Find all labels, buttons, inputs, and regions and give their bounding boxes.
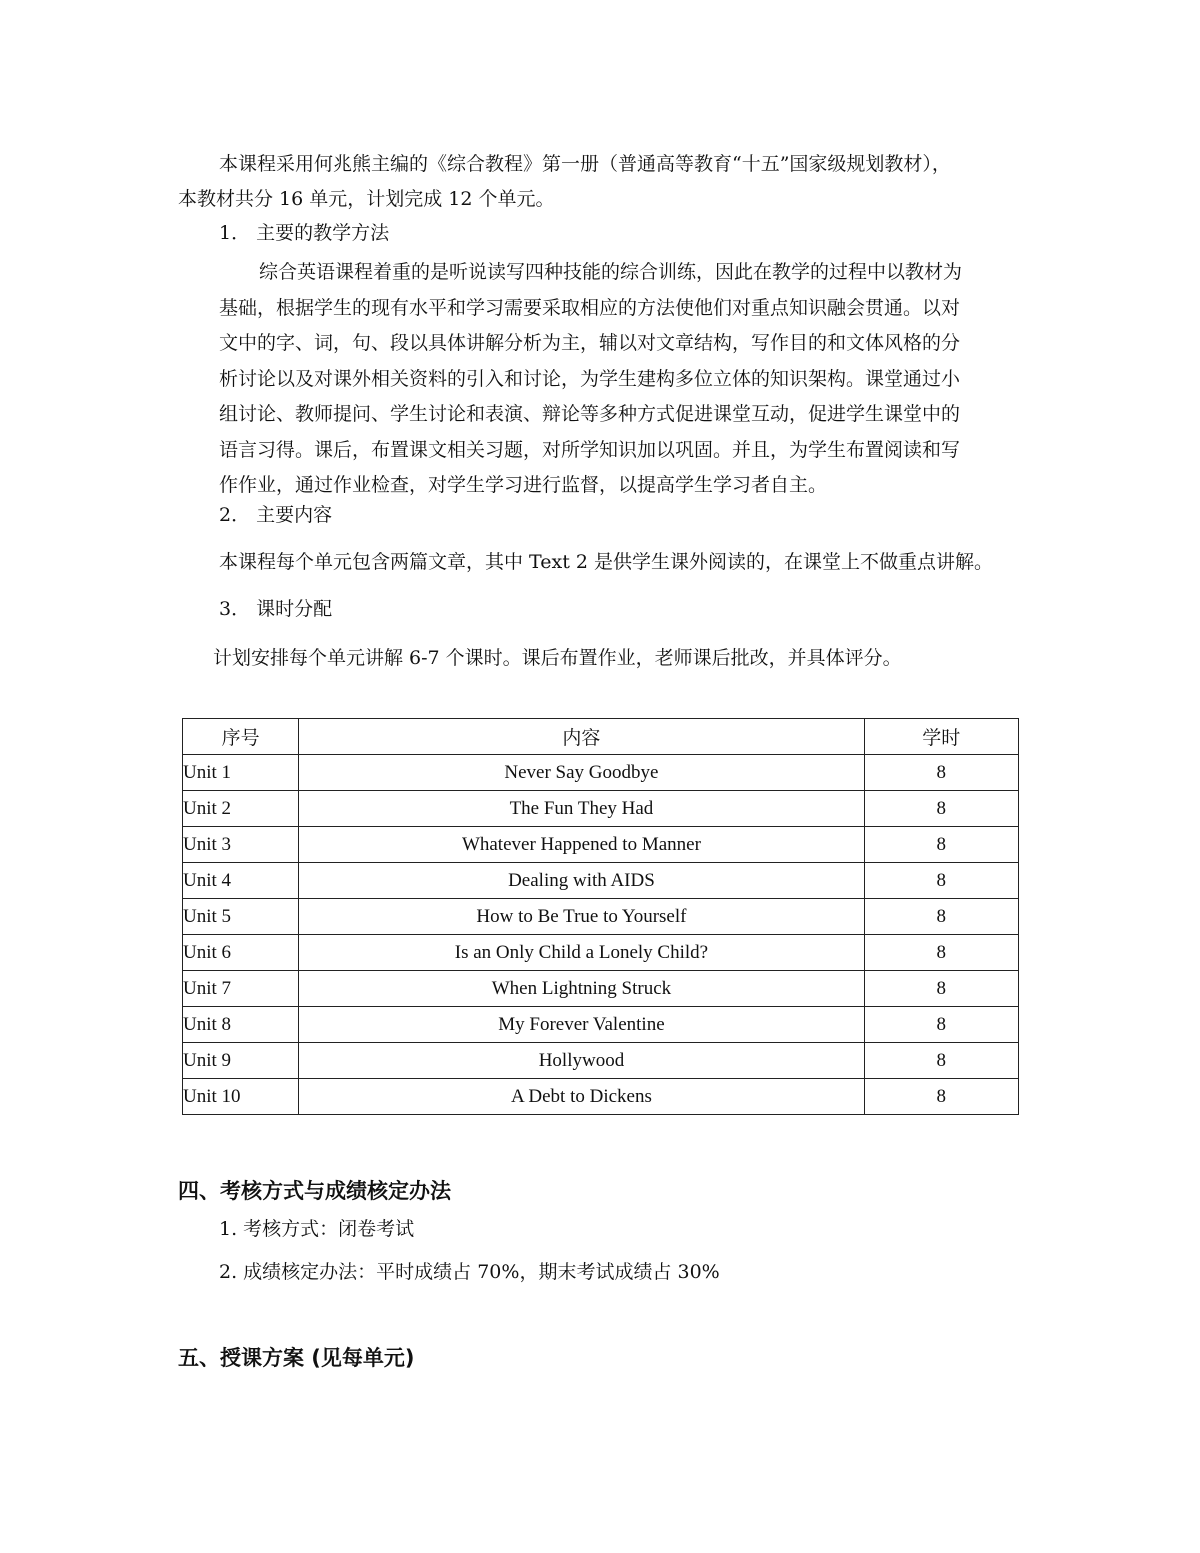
paragraph-line: 作作业，通过作业检查，对学生学习进行监督，以提高学生学习者自主。 xyxy=(219,474,828,496)
table-row xyxy=(183,899,1019,935)
unit-number: Unit 4 xyxy=(183,863,299,899)
unit-number: Unit 6 xyxy=(183,935,299,971)
unit-title: How to Be True to Yourself xyxy=(299,899,864,935)
unit-number: Unit 3 xyxy=(183,827,299,863)
unit-number: Unit 8 xyxy=(183,1007,299,1043)
teaching-methods-paragraph xyxy=(219,255,1027,504)
table-row xyxy=(183,971,1019,1007)
unit-title: Is an Only Child a Lonely Child? xyxy=(299,935,864,971)
unit-hours: 8 xyxy=(864,827,1018,863)
unit-hours: 8 xyxy=(864,935,1018,971)
table-row xyxy=(183,791,1019,827)
unit-number: Unit 1 xyxy=(183,755,299,791)
unit-title: Never Say Goodbye xyxy=(299,755,864,791)
unit-title: My Forever Valentine xyxy=(299,1007,864,1043)
unit-hours: 8 xyxy=(864,1043,1018,1079)
unit-hours: 8 xyxy=(864,1079,1018,1115)
paragraph-line: 组讨论、教师提问、学生讨论和表演、辩论等多种方式促进课堂互动，促进学生课堂中的 xyxy=(219,403,961,425)
hours-allocation-text: 计划安排每个单元讲解 6-7 个课时。课后布置作业，老师课后批改，并具体评分。 xyxy=(213,647,902,669)
unit-hours: 8 xyxy=(864,1007,1018,1043)
paragraph-line: 语言习得。课后，布置课文相关习题，对所学知识加以巩固。并且，为学生布置阅读和写 xyxy=(219,438,961,461)
table-row xyxy=(183,1007,1019,1043)
unit-hours: 8 xyxy=(864,899,1018,935)
unit-title: A Debt to Dickens xyxy=(299,1079,864,1115)
table-row xyxy=(183,755,1019,791)
unit-number: Unit 2 xyxy=(183,791,299,827)
teaching-methods-heading: 1． 主要的教学方法 xyxy=(219,222,390,244)
main-content-text: 本课程每个单元包含两篇文章，其中 Text 2 是供学生课外阅读的，在课堂上不做重点讲解。 xyxy=(219,551,994,573)
table-row xyxy=(183,863,1019,899)
main-content-heading: 2． 主要内容 xyxy=(219,504,333,526)
unit-title: Whatever Happened to Manner xyxy=(299,827,864,863)
assessment-item-2: 2. 成绩核定办法：平时成绩占 70%，期末考试成绩占 30% xyxy=(219,1261,720,1283)
paragraph-line: 文中的字、词，句、段以具体讲解分析为主，辅以对文章结构，写作目的和文体风格的分 xyxy=(219,332,961,354)
unit-hours: 8 xyxy=(864,755,1018,791)
header-hours: 学时 xyxy=(864,719,1018,755)
paragraph-line: 基础，根据学生的现有水平和学习需要采取相应的方法使他们对重点知识融会贯通。以对 xyxy=(219,296,961,319)
units-table xyxy=(182,718,1019,1115)
table-row xyxy=(183,935,1019,971)
header-content: 内容 xyxy=(299,719,864,755)
unit-title: The Fun They Had xyxy=(299,791,864,827)
table-row xyxy=(183,1079,1019,1115)
intro-line-2: 本教材共分 16 单元，计划完成 12 个单元。 xyxy=(178,188,555,210)
unit-hours: 8 xyxy=(864,863,1018,899)
hours-allocation-heading: 3． 课时分配 xyxy=(219,598,333,620)
table-row xyxy=(183,1043,1019,1079)
paragraph-line: 综合英语课程着重的是听说读写四种技能的综合训练，因此在教学的过程中以教材为 xyxy=(259,261,963,283)
unit-number: Unit 5 xyxy=(183,899,299,935)
assessment-item-1: 1. 考核方式：闭卷考试 xyxy=(219,1218,415,1240)
unit-number: Unit 9 xyxy=(183,1043,299,1079)
unit-title: When Lightning Struck xyxy=(299,971,864,1007)
unit-hours: 8 xyxy=(864,971,1018,1007)
unit-number: Unit 10 xyxy=(183,1079,299,1115)
paragraph-line: 析讨论以及对课外相关资料的引入和讨论，为学生建构多位立体的知识架构。课堂通过小 xyxy=(219,367,961,390)
unit-title: Hollywood xyxy=(299,1043,864,1079)
unit-title: Dealing with AIDS xyxy=(299,863,864,899)
header-seq: 序号 xyxy=(183,719,299,755)
table-row xyxy=(183,827,1019,863)
unit-hours: 8 xyxy=(864,791,1018,827)
assessment-heading: 四、考核方式与成绩核定办法 xyxy=(178,1179,451,1203)
teaching-plan-heading: 五、授课方案 (见每单元) xyxy=(178,1346,415,1370)
intro-line-1: 本课程采用何兆熊主编的《综合教程》第一册（普通高等教育“十五”国家级规划教材）， xyxy=(219,153,951,175)
table-header-row xyxy=(183,719,1019,755)
unit-number: Unit 7 xyxy=(183,971,299,1007)
